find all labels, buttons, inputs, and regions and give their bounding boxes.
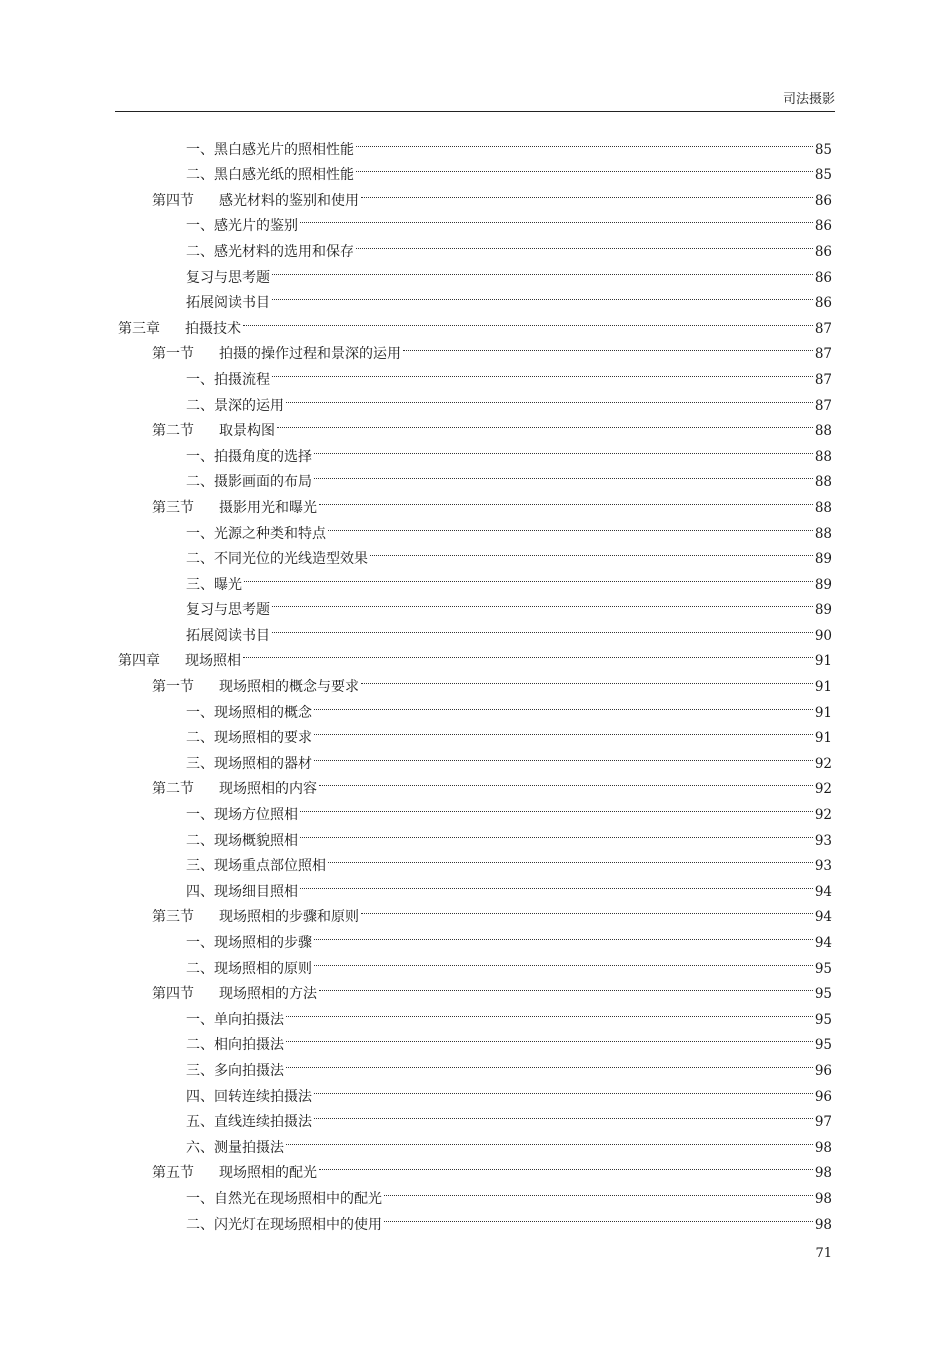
toc-entry-number: 第五节 (152, 1165, 194, 1182)
toc-entry-label (186, 829, 298, 855)
toc-entry-label (152, 777, 317, 803)
toc-entry-page: 86 (814, 269, 832, 286)
toc-dot-leader (384, 1177, 813, 1203)
toc-entry-page: 86 (814, 218, 832, 235)
running-header: 司法摄影 (782, 92, 835, 107)
table-of-contents (118, 128, 832, 1233)
toc-dot-leader (244, 563, 813, 589)
toc-dot-leader (403, 333, 813, 359)
toc-dot-leader (286, 1049, 813, 1075)
toc-entry-title: 一、自然光在现场照相中的配光 (186, 1190, 382, 1207)
toc-entry-title: 一、光源之种类和特点 (186, 525, 326, 542)
toc-entry-number: 第二节 (152, 423, 194, 440)
toc-entry-label (186, 1085, 312, 1111)
toc-dot-leader (319, 486, 813, 512)
toc-dot-leader (277, 410, 813, 436)
toc-entry-label (186, 1059, 284, 1085)
toc-entry-title: 二、闪光灯在现场照相中的使用 (186, 1216, 382, 1233)
toc-entry-label (186, 470, 312, 496)
toc-entry-title: 一、感光片的鉴别 (186, 218, 298, 235)
toc-dot-leader (243, 307, 813, 333)
toc-entry-page: 89 (814, 602, 832, 619)
toc-entry-title: 一、现场照相的概念 (186, 704, 312, 721)
toc-entry-label (118, 317, 241, 343)
toc-dot-leader (314, 947, 813, 973)
toc-entry-page: 95 (814, 1037, 832, 1054)
toc-entry-label (186, 214, 298, 240)
toc-entry-title: 三、多向拍摄法 (186, 1062, 284, 1079)
toc-entry-label (186, 1136, 284, 1162)
toc-entry-label (186, 598, 270, 624)
toc-dot-leader (361, 896, 813, 922)
toc-entry-label (186, 803, 298, 829)
toc-entry-title: 二、黑白感光纸的照相性能 (186, 167, 354, 184)
toc-entry-page: 87 (814, 397, 832, 414)
toc-entry-page: 85 (814, 141, 832, 158)
toc-entry-title: 摄影用光和曝光 (219, 499, 317, 516)
toc-dot-leader (314, 1075, 813, 1101)
toc-dot-leader (300, 819, 813, 845)
toc-dot-leader (384, 1203, 813, 1229)
toc-entry-title: 一、黑白感光片的照相性能 (186, 141, 354, 158)
toc-entry-title: 现场照相 (185, 653, 241, 670)
toc-entry-title: 一、拍摄流程 (186, 371, 270, 388)
toc-entry-page: 93 (814, 832, 832, 849)
toc-entry-number: 第三章 (118, 320, 160, 337)
toc-entry-title: 三、现场重点部位照相 (186, 858, 326, 875)
toc-dot-leader (243, 640, 813, 666)
toc-entry-label (186, 1187, 382, 1213)
toc-dot-leader (286, 998, 813, 1024)
toc-entry-page: 94 (814, 883, 832, 900)
toc-entry-label (186, 880, 298, 906)
toc-entry-page: 92 (814, 807, 832, 824)
toc-dot-leader (370, 538, 813, 564)
toc-dot-leader (314, 742, 813, 768)
toc-entry-page: 96 (814, 1088, 832, 1105)
toc-entry-title: 取景构图 (219, 423, 275, 440)
toc-entry-label (152, 496, 317, 522)
toc-entry-title: 二、不同光位的光线造型效果 (186, 551, 368, 568)
toc-entry-page: 96 (814, 1062, 832, 1079)
toc-entry-title: 六、测量拍摄法 (186, 1139, 284, 1156)
toc-dot-leader (300, 793, 813, 819)
toc-entry-label (186, 573, 242, 599)
toc-entry-label (186, 368, 270, 394)
toc-entry-page: 95 (814, 1011, 832, 1028)
toc-entry-page: 85 (814, 167, 832, 184)
toc-entry-title: 感光材料的鉴别和使用 (219, 192, 359, 209)
toc-entry-label (186, 1008, 284, 1034)
toc-entry-label (186, 701, 312, 727)
toc-entry-page: 91 (814, 679, 832, 696)
toc-dot-leader (361, 179, 813, 205)
toc-entry-title: 复习与思考题 (186, 269, 270, 286)
toc-entry-title: 四、现场细目照相 (186, 883, 298, 900)
toc-entry-page: 97 (814, 1114, 832, 1131)
toc-dot-leader (319, 768, 813, 794)
toc-entry-page: 98 (814, 1216, 832, 1233)
toc-entry-title: 拓展阅读书目 (186, 295, 270, 312)
toc-entry-page: 95 (814, 960, 832, 977)
toc-entry-label (152, 419, 275, 445)
toc-entry-label (186, 522, 326, 548)
toc-entry-page: 98 (814, 1139, 832, 1156)
toc-entry-label (186, 445, 312, 471)
toc-entry-title: 现场照相的方法 (219, 986, 317, 1003)
toc-dot-leader (328, 512, 813, 538)
toc-entry-title: 一、现场方位照相 (186, 807, 298, 824)
toc-entry-page: 95 (814, 986, 832, 1003)
toc-entry-title: 现场照相的概念与要求 (219, 679, 359, 696)
toc-dot-leader (328, 845, 813, 871)
toc-dot-leader (272, 589, 813, 615)
toc-entry-label (186, 394, 284, 420)
toc-dot-leader (314, 1101, 813, 1127)
toc-entry-number: 第一节 (152, 346, 194, 363)
toc-entry-title: 复习与思考题 (186, 602, 270, 619)
toc-dot-leader (314, 717, 813, 743)
toc-entry-label (186, 138, 354, 164)
toc-entry-number: 第四章 (118, 653, 160, 670)
toc-dot-leader (314, 435, 813, 461)
toc-entry-page: 88 (814, 423, 832, 440)
toc-dot-leader (300, 870, 813, 896)
toc-entry-title: 一、现场照相的步骤 (186, 935, 312, 951)
toc-entry-page: 88 (814, 499, 832, 516)
toc-entry-page: 87 (814, 320, 832, 337)
toc-entry-page: 92 (814, 781, 832, 798)
toc-entry-page: 94 (814, 935, 832, 951)
toc-dot-leader (272, 256, 813, 282)
toc-entry-title: 拍摄的操作过程和景深的运用 (219, 346, 401, 363)
toc-entry-title: 二、现场照相的要求 (186, 730, 312, 747)
header-rule (115, 111, 835, 112)
toc-dot-leader (356, 230, 813, 256)
toc-dot-leader (286, 1126, 813, 1152)
toc-entry (118, 128, 832, 158)
toc-dot-leader (286, 384, 813, 410)
toc-dot-leader (286, 1024, 813, 1050)
toc-entry-title: 现场照相的步骤和原则 (219, 909, 359, 926)
toc-entry-title: 拍摄技术 (185, 320, 241, 337)
toc-dot-leader (314, 461, 813, 487)
toc-entry-title: 二、摄影画面的布局 (186, 474, 312, 491)
toc-entry-page: 88 (814, 474, 832, 491)
toc-dot-leader (356, 128, 813, 154)
toc-entry-label (186, 931, 312, 957)
toc-entry-page: 91 (814, 730, 832, 747)
toc-entry-page: 89 (814, 551, 832, 568)
toc-entry-page: 86 (814, 243, 832, 260)
toc-dot-leader (319, 1152, 813, 1178)
toc-dot-leader (272, 358, 813, 384)
toc-entry-page: 93 (814, 858, 832, 875)
toc-dot-leader (319, 973, 813, 999)
toc-entry-label (186, 163, 354, 189)
toc-entry-number: 第一节 (152, 679, 194, 696)
toc-entry-label (186, 752, 312, 778)
toc-entry-page: 98 (814, 1165, 832, 1182)
toc-entry-title: 二、景深的运用 (186, 397, 284, 414)
toc-entry-label (186, 1033, 284, 1059)
toc-entry-page: 87 (814, 346, 832, 363)
toc-entry-page: 88 (814, 525, 832, 542)
toc-dot-leader (314, 691, 813, 717)
toc-entry-page: 91 (814, 653, 832, 670)
toc-entry-label (186, 957, 312, 983)
toc-dot-leader (300, 205, 813, 231)
toc-entry-page: 92 (814, 755, 832, 772)
toc-entry-title: 五、直线连续拍摄法 (186, 1114, 312, 1131)
toc-entry-title: 拓展阅读书目 (186, 627, 270, 644)
toc-entry-page: 88 (814, 448, 832, 465)
toc-entry-page: 94 (814, 909, 832, 926)
toc-entry-page: 91 (814, 704, 832, 721)
toc-entry-page: 86 (814, 295, 832, 312)
toc-entry-label (186, 726, 312, 752)
toc-entry-number: 第三节 (152, 499, 194, 516)
toc-entry-title: 现场照相的配光 (219, 1165, 317, 1182)
toc-entry-title: 二、现场照相的原则 (186, 960, 312, 977)
toc-entry-title: 三、现场照相的器材 (186, 755, 312, 772)
toc-entry-label (118, 649, 241, 675)
toc-entry-title: 二、感光材料的选用和保存 (186, 243, 354, 260)
toc-entry-title: 三、曝光 (186, 576, 242, 593)
toc-dot-leader (272, 282, 813, 308)
toc-entry-number: 第三节 (152, 909, 194, 926)
toc-entry-title: 一、单向拍摄法 (186, 1011, 284, 1028)
toc-entry-label (186, 266, 270, 292)
toc-dot-leader (314, 921, 813, 947)
toc-entry-title: 四、回转连续拍摄法 (186, 1088, 312, 1105)
toc-entry-label (152, 1161, 317, 1187)
toc-entry-label (186, 1213, 382, 1239)
toc-entry-number: 第二节 (152, 781, 194, 798)
toc-dot-leader (272, 614, 813, 640)
toc-entry-page: 87 (814, 371, 832, 388)
toc-entry-page: 98 (814, 1190, 832, 1207)
toc-entry-title: 现场照相的内容 (219, 781, 317, 798)
toc-entry-page: 89 (814, 576, 832, 593)
toc-entry-title: 二、相向拍摄法 (186, 1037, 284, 1054)
toc-entry-page: 90 (814, 627, 832, 644)
toc-dot-leader (361, 665, 813, 691)
toc-entry-title: 一、拍摄角度的选择 (186, 448, 312, 465)
toc-entry-title: 二、现场概貌照相 (186, 832, 298, 849)
toc-entry-number: 第四节 (152, 192, 194, 209)
toc-entry-page: 86 (814, 192, 832, 209)
toc-dot-leader (356, 154, 813, 180)
toc-entry-number: 第四节 (152, 986, 194, 1003)
page-number: 71 (815, 1246, 832, 1261)
